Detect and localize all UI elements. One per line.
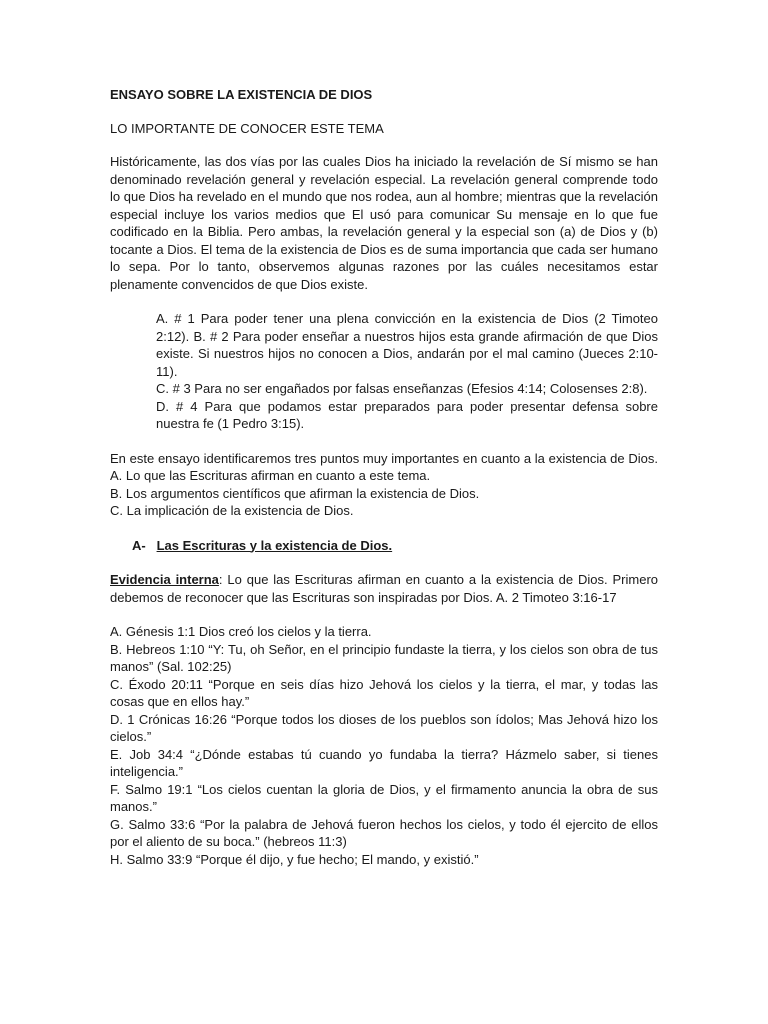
point-b: B. Los argumentos científicos que afirman la existencia de Dios. [110, 485, 480, 501]
points-block [110, 450, 658, 520]
reason-ab: A. # 1 Para poder tener una plena convicción en la existencia de Dios (2 Timoteo 2:12). B. # 2 Para poder enseñar a nuestros hijos esta grande afirmación de que Dios existe. Si nuestros hijos no conocen a Dios, andarán por el mal camino (Jueces 2:10-11). [156, 311, 658, 379]
evidence-text: : Lo que las Escrituras afirman en cuanto a la existencia de Dios. Primero debemos de reconocer que las Escrituras son inspiradas por Dios. A. 2 Timoteo 3:16-17 [110, 572, 659, 605]
reason-d: D. # 4 Para que podamos estar preparados para poder presentar defensa sobre nuestra fe (1 Pedro 3:15). [156, 398, 658, 431]
verse-item: D. 1 Crónicas 16:26 “Porque todos los dioses de los pueblos son ídolos; Mas Jehová hizo los cielos.” [110, 711, 658, 744]
document-subtitle: LO IMPORTANTE DE CONOCER ESTE TEMA [110, 120, 384, 136]
document-title: ENSAYO SOBRE LA EXISTENCIA DE DIOS [110, 87, 373, 102]
verse-item: F. Salmo 19:1 “Los cielos cuentan la gloria de Dios, y el firmamento anuncia la obra de sus manos.” [110, 781, 658, 814]
verse-item: C. Éxodo 20:11 “Porque en seis días hizo Jehová los cielos y la tierra, el mar, y todas las cosas que en ellos hay.” [110, 676, 658, 709]
intro-paragraph: Históricamente, las dos vías por las cuales Dios ha iniciado la revelación de Sí mismo se han denominado revelación general y revelación especial. La revelación general comprende todo lo que Dios ha revelado en el mundo que nos rodea, aun al hombre; mientras que la revelación especial incluye los varios medios que El usó para comunicar Su mensaje en lo que fue codificado en la Biblia. Pero ambas, la revelación general y la especial son (a) de Dios y (b) tocante a Dios. El tema de la existencia de Dios es de suma importancia que cada ser humano lo sepa. Por lo tanto, observemos algunas razones por las cuáles necesitamos estar plenamente convencidos de que Dios existe. [110, 154, 658, 292]
points-lead: En este ensayo identificaremos tres puntos muy importantes en cuanto a la existencia de Dios. A. Lo que las Escrituras afirman en cuanto a este tema. [110, 450, 658, 483]
section-a-heading [110, 537, 658, 555]
reasons-block [110, 310, 658, 433]
verse-item: E. Job 34:4 “¿Dónde estabas tú cuando yo fundaba la tierra? Házmelo saber, si tienes inteligencia.” [110, 746, 658, 779]
evidence-label: Evidencia interna [110, 572, 219, 587]
verse-item: A. Génesis 1:1 Dios creó los cielos y la tierra. [110, 624, 372, 639]
reason-c: C. # 3 Para no ser engañados por falsas enseñanzas (Efesios 4:14; Colosenses 2:8). [156, 381, 648, 396]
verse-item: H. Salmo 33:9 “Porque él dijo, y fue hecho; El mando, y existió.” [110, 851, 479, 867]
evidence-paragraph [110, 571, 658, 606]
point-c: C. La implicación de la existencia de Dios. [110, 503, 354, 518]
verse-item: B. Hebreos 1:10 “Y: Tu, oh Señor, en el principio fundaste la tierra, y los cielos son obra de tus manos” (Sal. 102:25) [110, 641, 658, 674]
section-a-marker: A- [132, 537, 146, 553]
verse-item: G. Salmo 33:6 “Por la palabra de Jehová fueron hechos los cielos, y todo él ejercito de ellos por el aliento de su boca.” (hebreos 11:3) [110, 816, 658, 849]
verse-list [110, 623, 658, 868]
section-a-title: Las Escrituras y la existencia de Dios. [156, 537, 393, 553]
